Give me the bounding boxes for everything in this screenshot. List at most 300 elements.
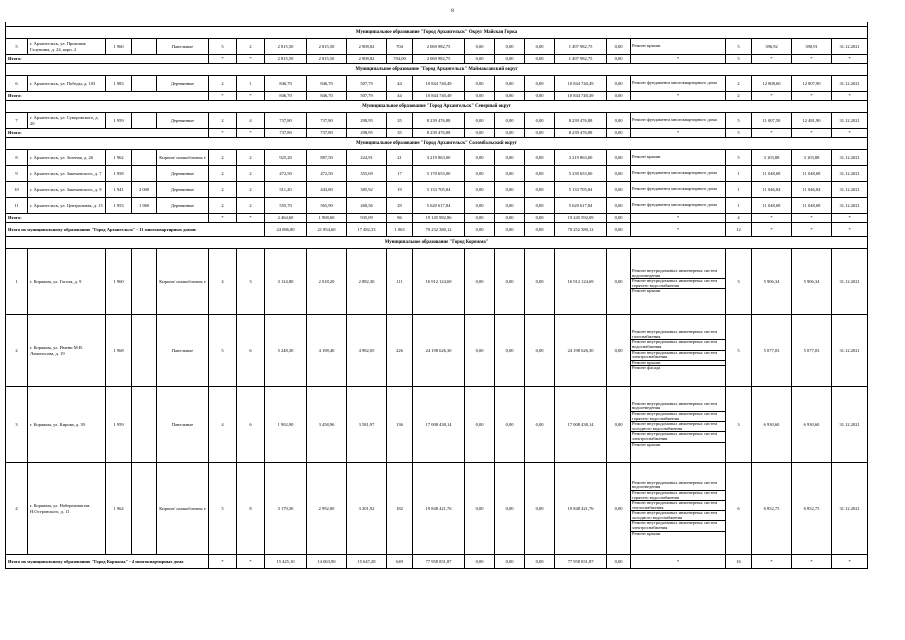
row-unit-cost-2: 3 103,88 [792, 150, 832, 166]
total-res: 704,00 [387, 55, 413, 64]
total-floors: * [209, 92, 237, 101]
total-area1: 846,70 [307, 92, 347, 101]
work-item: Ремонт крыши [632, 288, 661, 294]
row-material: Кирпич/ шлакоблочны е [157, 463, 209, 555]
work-item: Ремонт внутридомовых инженерных систем водоотведения [631, 269, 725, 279]
total-u2: * [792, 129, 832, 138]
row-area-1: 3 458,96 [307, 387, 347, 463]
total-works: * [631, 555, 726, 569]
row-works [631, 387, 726, 463]
total-area2: 2 908,82 [347, 55, 387, 64]
row-works [631, 182, 726, 198]
work-item: Ремонт внутридомовых инженерных систем электроснабжения [631, 432, 725, 442]
row-area-2: 3 201,92 [347, 463, 387, 555]
total-works: * [631, 223, 726, 237]
total-area2: 935,09 [347, 214, 387, 223]
total-date: * [832, 214, 868, 223]
total-u1: * [752, 92, 792, 101]
row-year-2: 1 960 [132, 198, 157, 214]
total-area2: 17 482,33 [347, 223, 387, 237]
works-list [631, 171, 725, 176]
total-area2: 507,79 [347, 92, 387, 101]
work-item: Ремонт фасада [632, 365, 661, 371]
total-area1: 21 854,60 [307, 223, 347, 237]
row-year-2 [132, 315, 157, 387]
row-address: г. Архангельск, ул. Суворовского, д. 20 [28, 113, 106, 129]
works-list [631, 187, 725, 192]
works-list [631, 269, 725, 294]
row-area-total: 1 902,90 [265, 387, 307, 463]
row-number: 10 [6, 182, 28, 198]
row-residents: 17 [387, 166, 413, 182]
total-label: Итого по муниципальному образованию "Город Архангельск" - 11 многоквартирных домов: [6, 223, 265, 237]
total-c3: 0,00 [525, 555, 555, 569]
total-u1: * [752, 129, 792, 138]
row-c2: 0,00 [495, 315, 525, 387]
row-address: г. Архангельск, ул. Победы, д. 103 [28, 76, 106, 92]
row-c5: 0,00 [607, 249, 631, 315]
total-floors: * [209, 214, 237, 223]
row-cost: 17 008 438,14 [413, 387, 465, 463]
row-entrances: 6 [237, 387, 265, 463]
row-area-total: 2 815,50 [265, 39, 307, 55]
row-c2: 0,00 [495, 39, 525, 55]
row-works [631, 463, 726, 555]
row-material: Панельные [157, 315, 209, 387]
row-date: 31.12.2021 [832, 39, 868, 55]
total-c5: 0,00 [607, 129, 631, 138]
row-area-1: 472,50 [307, 166, 347, 182]
row-area-2: 4 982,05 [347, 315, 387, 387]
row-date: 31.12.2021 [832, 113, 868, 129]
row-area-2: 355,69 [347, 166, 387, 182]
row-c1: 0,00 [465, 198, 495, 214]
row-number: 11 [6, 198, 28, 214]
section-header-row [6, 138, 868, 150]
row-material: Деревянные [157, 182, 209, 198]
row-c5: 0,00 [607, 39, 631, 55]
row-year-2 [132, 113, 157, 129]
row-n1: 5 [726, 39, 752, 55]
row-unit-cost-2: 5 906,34 [792, 249, 832, 315]
row-unit-cost-2: 11 048,68 [792, 198, 832, 214]
row-floors: 2 [209, 166, 237, 182]
row-unit-cost-2: 12 481,90 [792, 113, 832, 129]
row-c5: 0,00 [607, 198, 631, 214]
row-cost: 5 170 653,00 [413, 166, 465, 182]
works-list [631, 203, 725, 208]
row-cost: 10 844 740,49 [413, 76, 465, 92]
row-n1: 3 [726, 249, 752, 315]
total-floors: * [209, 129, 237, 138]
row-unit-cost-1: 5 077,03 [752, 315, 792, 387]
work-item: Ремонт внутридомовых инженерных систем водоотведения [631, 481, 725, 491]
row-address: г. Коряжма, ул. Кирова, д. 39 [28, 387, 106, 463]
row-floors: 2 [209, 182, 237, 198]
row-address: г. Коряжма, ул. Имени М.В. Ломоносова, д. 19 [28, 315, 106, 387]
row-unit-cost-1: 6 930,60 [752, 387, 792, 463]
section-title: Муниципальное образование "Город Архангельск" Округ Майская Горка [6, 27, 868, 39]
total-area1: 737,80 [307, 129, 347, 138]
total-u1: * [752, 55, 792, 64]
total-entrances: * [237, 555, 265, 569]
section-title: Муниципальное образование "Город Архангельск" Северный округ [6, 101, 868, 113]
total-c4: 70 252 380,12 [555, 223, 607, 237]
total-u2: * [792, 555, 832, 569]
row-number: 3 [6, 387, 28, 463]
row-n1: 1 [726, 182, 752, 198]
total-c2: 0,00 [495, 55, 525, 64]
row-residents: 19 [387, 182, 413, 198]
total-label: Итого: [6, 129, 209, 138]
total-c2: 0,00 [495, 92, 525, 101]
row-residents: 111 [387, 249, 413, 315]
row-year: 1 941 [106, 182, 132, 198]
row-c4: 19 848 421,76 [555, 463, 607, 555]
total-row [6, 92, 868, 101]
row-c4: 5 620 617,84 [555, 198, 607, 214]
row-residents: 226 [387, 315, 413, 387]
row-c4: 17 008 438,14 [555, 387, 607, 463]
row-year-2 [132, 150, 157, 166]
total-c1: 0,00 [465, 129, 495, 138]
total-n1: 16 [726, 555, 752, 569]
work-item: Ремонт крыши [632, 441, 661, 447]
row-c3: 0,00 [525, 463, 555, 555]
row-entrances: 8 [237, 463, 265, 555]
work-item: Ремонт фундамента многоквартирного дома [632, 80, 717, 86]
row-area-total: 3 124,80 [265, 249, 307, 315]
row-year: 1 958 [106, 166, 132, 182]
row-cost: 24 198 626,30 [413, 315, 465, 387]
work-item: Ремонт крыши [631, 361, 725, 367]
total-works: * [631, 92, 726, 101]
total-date: * [832, 55, 868, 64]
row-c2: 0,00 [495, 113, 525, 129]
row-year: 1 953 [106, 198, 132, 214]
total-c4: 77 958 831,87 [555, 555, 607, 569]
row-cost: 2 069 982,75 [413, 39, 465, 55]
total-c2: 0,00 [495, 214, 525, 223]
row-c4: 1 497 982,75 [555, 39, 607, 55]
row-date: 31.12.2021 [832, 249, 868, 315]
work-item: Ремонт крыши [632, 530, 661, 536]
row-n1: 5 [726, 315, 752, 387]
row-area-2: 2 908,82 [347, 39, 387, 55]
row-c5: 0,00 [607, 315, 631, 387]
row-c3: 0,00 [525, 387, 555, 463]
total-c5: 0,00 [607, 214, 631, 223]
total-c1: 0,00 [465, 55, 495, 64]
total-n1: 5 [726, 55, 752, 64]
total-c3: 0,00 [525, 223, 555, 237]
total-n1: 2 [726, 92, 752, 101]
row-c1: 0,00 [465, 463, 495, 555]
total-works: * [631, 214, 726, 223]
total-area2: 15 647,28 [347, 555, 387, 569]
row-residents: 35 [387, 113, 413, 129]
work-item: Ремонт внутридомовых инженерных систем горячего водоснабжения [631, 491, 725, 501]
section-header-row [6, 64, 868, 76]
row-c3: 0,00 [525, 198, 555, 214]
row-area-total: 846,70 [265, 76, 307, 92]
row-date: 31.12.2021 [832, 198, 868, 214]
row-material: Панельные [157, 387, 209, 463]
row-area-1: 4 198,40 [307, 315, 347, 387]
row-c4: 5 133 705,84 [555, 182, 607, 198]
total-n1: 12 [726, 223, 752, 237]
table-row [6, 182, 868, 198]
total-c5: 0,00 [607, 555, 631, 569]
total-c3: 0,00 [525, 129, 555, 138]
total-c2: 0,00 [495, 223, 525, 237]
row-works [631, 113, 726, 129]
row-floors: 2 [209, 198, 237, 214]
row-date: 31.12.2021 [832, 166, 868, 182]
table-row [6, 76, 868, 92]
row-year-2 [132, 39, 157, 55]
total-res: 86 [387, 214, 413, 223]
total-area-total: 2 464,60 [265, 214, 307, 223]
row-works [631, 39, 726, 55]
work-item: Ремонт внутридомовых инженерных систем холодного водоснабжения [631, 422, 725, 432]
row-c5: 0,00 [607, 113, 631, 129]
row-number: 6 [6, 76, 28, 92]
row-c1: 0,00 [465, 150, 495, 166]
row-c2: 0,00 [495, 182, 525, 198]
row-c5: 0,00 [607, 150, 631, 166]
total-c5: 0,00 [607, 223, 631, 237]
table-row [6, 387, 868, 463]
total-c5: 0,00 [607, 92, 631, 101]
row-cost: 5 133 705,84 [413, 182, 465, 198]
total-area-total: 24 086,80 [265, 223, 307, 237]
row-entrances: 2 [237, 198, 265, 214]
row-area-1: 2 815,50 [307, 39, 347, 55]
row-number: 2 [6, 315, 28, 387]
total-n1: 4 [726, 214, 752, 223]
row-c1: 0,00 [465, 249, 495, 315]
row-c2: 0,00 [495, 198, 525, 214]
row-address: г. Архангельск, ул. Центральная, д. 15 [28, 198, 106, 214]
row-year-2 [132, 166, 157, 182]
row-cost: 19 848 421,76 [413, 463, 465, 555]
row-c5: 0,00 [607, 387, 631, 463]
row-area-2: 2 882,30 [347, 249, 387, 315]
total-u1: * [752, 223, 792, 237]
row-floors: 2 [209, 150, 237, 166]
row-residents: 182 [387, 463, 413, 555]
row-c3: 0,00 [525, 150, 555, 166]
table-row [6, 39, 868, 55]
row-entrances: 2 [237, 166, 265, 182]
works-list [631, 81, 725, 86]
row-year: 1 960 [106, 39, 132, 55]
row-floors: 2 [209, 113, 237, 129]
total-entrances: * [237, 92, 265, 101]
total-row [6, 55, 868, 64]
total-u2: * [792, 214, 832, 223]
row-date: 31.12.2021 [832, 182, 868, 198]
row-unit-cost-1: 11 048,68 [752, 198, 792, 214]
row-year: 1 960 [106, 249, 132, 315]
row-n1: 5 [726, 113, 752, 129]
row-area-2: 507,79 [347, 76, 387, 92]
section-header-row [6, 27, 868, 39]
section-title: Муниципальное образование "Город Архангельск" Маймаксанский округ [6, 64, 868, 76]
row-c3: 0,00 [525, 315, 555, 387]
row-area-2: 385,92 [347, 182, 387, 198]
work-item: Ремонт внутридомовых инженерных систем электроснабжения [631, 521, 725, 531]
row-n1: 1 [726, 166, 752, 182]
row-year: 1 959 [106, 113, 132, 129]
row-year: 1 962 [106, 150, 132, 166]
row-address: г. Коряжма, ул. Набережная им. Н.Островского, д. 11 [28, 463, 106, 555]
row-date: 31.12.2021 [832, 315, 868, 387]
work-item: Ремонт фундамента многоквартирного дома [632, 117, 717, 123]
table-row [6, 150, 868, 166]
total-res: 44 [387, 92, 413, 101]
total-u2: * [792, 92, 832, 101]
row-entrances: 4 [237, 113, 265, 129]
row-cost: 5 620 617,84 [413, 198, 465, 214]
work-item: Ремонт внутридомовых инженерных систем водоотведения [631, 402, 725, 412]
total-date: * [832, 129, 868, 138]
total-date: * [832, 555, 868, 569]
row-entrances: 6 [237, 315, 265, 387]
total-entrances: * [237, 55, 265, 64]
row-c5: 0,00 [607, 182, 631, 198]
row-floors: 5 [209, 39, 237, 55]
row-year-2 [132, 76, 157, 92]
work-item: Ремонт внутридомовых инженерных систем горячего водоснабжения [631, 279, 725, 289]
row-c2: 0,00 [495, 387, 525, 463]
row-unit-cost-1: 5 906,34 [752, 249, 792, 315]
row-entrances: 3 [237, 249, 265, 315]
total-c4: 19 245 592,09 [555, 214, 607, 223]
row-works [631, 249, 726, 315]
row-n1: 3 [726, 387, 752, 463]
total-entrances: * [237, 214, 265, 223]
works-list [631, 44, 725, 49]
work-item: Ремонт внутридомовых инженерных систем водоснабжения [631, 340, 725, 350]
row-residents: 29 [387, 198, 413, 214]
row-c5: 0,00 [607, 166, 631, 182]
total-res: 649 [387, 555, 413, 569]
row-unit-cost-2: 6 852,75 [792, 463, 832, 555]
total-floors: * [209, 555, 237, 569]
row-c2: 0,00 [495, 463, 525, 555]
table-row [6, 315, 868, 387]
total-c5: 0,00 [607, 55, 631, 64]
row-year-2 [132, 463, 157, 555]
row-c3: 0,00 [525, 249, 555, 315]
row-unit-cost-1: 6 852,75 [752, 463, 792, 555]
row-c2: 0,00 [495, 76, 525, 92]
row-material: Кирпич/ шлакоблочны е [157, 150, 209, 166]
total-u1: * [752, 214, 792, 223]
row-year-2 [132, 249, 157, 315]
row-unit-cost-2: 11 046,84 [792, 182, 832, 198]
total-floors: * [209, 55, 237, 64]
total-res: 1 063 [387, 223, 413, 237]
row-cost: 8 239 476,88 [413, 113, 465, 129]
total-area1: 14 063,90 [307, 555, 347, 569]
total-c1: 0,00 [465, 92, 495, 101]
page-number: 8 [451, 8, 454, 14]
row-entrances: 2 [237, 182, 265, 198]
row-date: 31.12.2021 [832, 463, 868, 555]
row-c1: 0,00 [465, 113, 495, 129]
row-c5: 0,00 [607, 76, 631, 92]
row-c1: 0,00 [465, 315, 495, 387]
row-n1: 5 [726, 150, 752, 166]
total-area2: 298,95 [347, 129, 387, 138]
row-works [631, 315, 726, 387]
row-date: 31.12.2021 [832, 150, 868, 166]
section-header-row [6, 237, 868, 249]
total-c3: 0,00 [525, 214, 555, 223]
total-label: Итого: [6, 92, 209, 101]
total-c3: 0,00 [525, 55, 555, 64]
total-cost: 19 145 982,86 [413, 214, 465, 223]
row-unit-cost-1: 12 808,60 [752, 76, 792, 92]
row-area-total: 737,80 [265, 113, 307, 129]
row-unit-cost-1: 3 103,88 [752, 150, 792, 166]
row-number: 9 [6, 166, 28, 182]
total-works: * [631, 55, 726, 64]
row-material: Деревянные [157, 166, 209, 182]
row-c4: 16 912 124,69 [555, 249, 607, 315]
row-residents: 136 [387, 387, 413, 463]
total-area-total: 737,80 [265, 129, 307, 138]
total-works: * [631, 129, 726, 138]
row-residents: 44 [387, 76, 413, 92]
row-area-2: 3 581,97 [347, 387, 387, 463]
row-unit-cost-2: 390,91 [792, 39, 832, 55]
row-material: Панельные [157, 39, 209, 55]
row-c2: 0,00 [495, 166, 525, 182]
row-works [631, 76, 726, 92]
row-c1: 0,00 [465, 39, 495, 55]
row-area-1: 846,70 [307, 76, 347, 92]
row-year: 1 959 [106, 387, 132, 463]
total-area-total: 2 815,50 [265, 55, 307, 64]
row-c4: 3 219 863,00 [555, 150, 607, 166]
row-unit-cost-2: 12 807,90 [792, 76, 832, 92]
row-c3: 0,00 [525, 113, 555, 129]
row-unit-cost-1: 11 046,84 [752, 182, 792, 198]
row-entrances: 1 [237, 76, 265, 92]
total-u2: * [792, 55, 832, 64]
row-residents: 704 [387, 39, 413, 55]
row-address: г. Коряжма, ул. Гоголя, д. 9 [28, 249, 106, 315]
row-area-total: 3 179,30 [265, 463, 307, 555]
total-row [6, 223, 868, 237]
row-c4: 5 239 653,00 [555, 166, 607, 182]
row-number: 4 [6, 463, 28, 555]
table-row [6, 249, 868, 315]
row-unit-cost-1: 11 048,68 [752, 166, 792, 182]
total-cost: 10 844 740,49 [413, 92, 465, 101]
work-item: Ремонт внутридомовых инженерных систем холодного водоснабжения [631, 511, 725, 521]
capital-repair-table [5, 22, 868, 569]
row-address: г. Архангельск, ул. Прокопия Галушина, д. 24, корп. 2 [28, 39, 106, 55]
total-row [6, 129, 868, 138]
row-area-1: 2 992,00 [307, 463, 347, 555]
section-title: Муниципальное образование "Город Коряжма" [6, 237, 868, 249]
total-c2: 0,00 [495, 555, 525, 569]
